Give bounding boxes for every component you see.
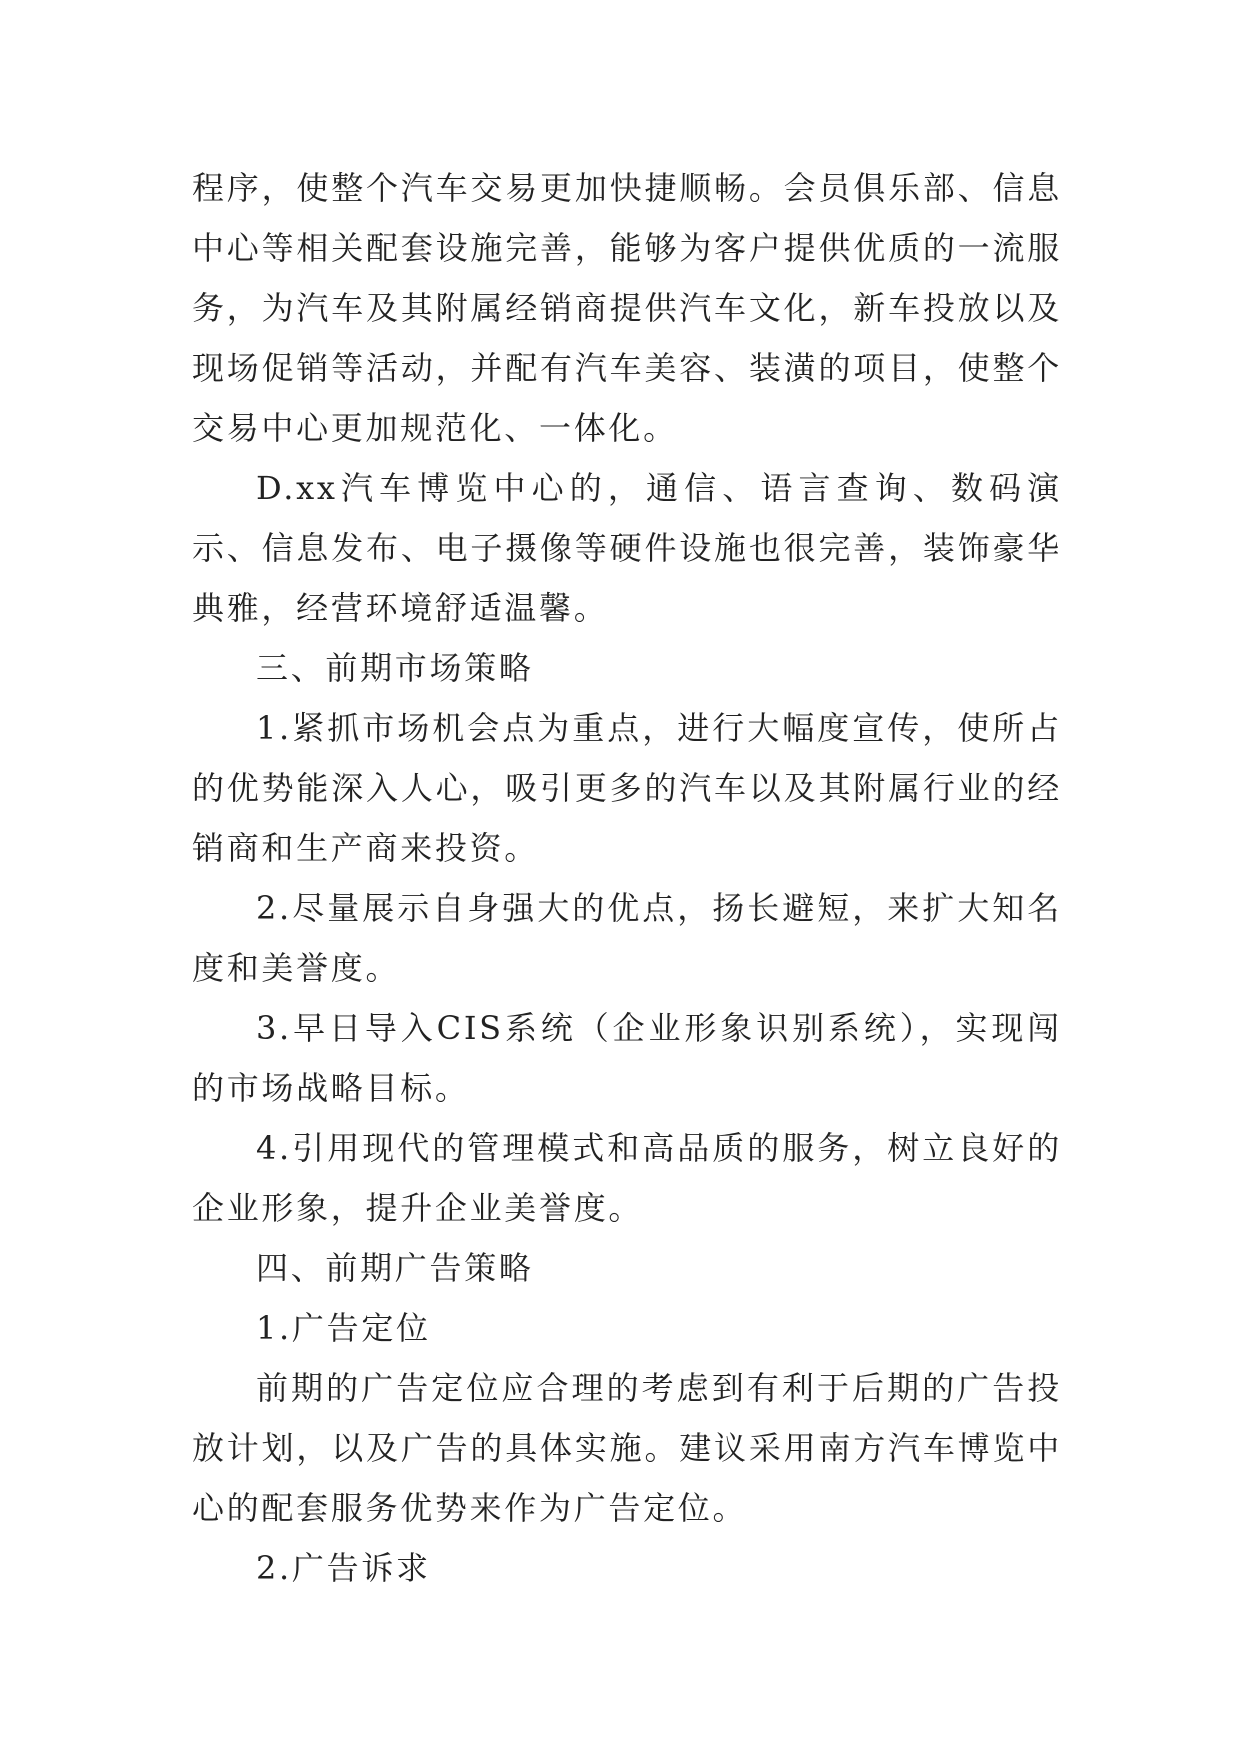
section-heading: 四、前期广告策略 [256,1249,534,1287]
section-heading: 三、前期市场策略 [256,649,534,687]
list-item: 3.早日导入CIS系统（企业形象识别系统），实现闯的市场战略目标。 [192,1009,1062,1107]
subsection-heading: 1.广告定位 [256,1309,431,1347]
list-item: 4.引用现代的管理模式和高品质的服务，树立良好的企业形象，提升企业美誉度。 [192,1129,1062,1227]
list-item: 1.紧抓市场机会点为重点，进行大幅度宣传，使所占的优势能深入人心，吸引更多的汽车以及其附属行业的经销商和生产商来投资。 [192,709,1062,867]
body-paragraph: 程序，使整个汽车交易更加快捷顺畅。会员俱乐部、信息中心等相关配套设施完善，能够为客户提供优质的一流服务，为汽车及其附属经销商提供汽车文化，新车投放以及现场促销等活动，并配有汽车美容、装潢的项目，使整个交易中心更加规范化、一体化。 [192,169,1062,447]
subsection-heading: 2.广告诉求 [256,1549,431,1587]
list-item: 2.尽量展示自身强大的优点，扬长避短，来扩大知名度和美誉度。 [192,889,1062,987]
document-page [192,158,1062,1598]
body-paragraph: D.xx汽车博览中心的，通信、语言查询、数码演示、信息发布、电子摄像等硬件设施也很完善，装饰豪华典雅，经营环境舒适温馨。 [192,469,1062,627]
body-paragraph: 前期的广告定位应合理的考虑到有利于后期的广告投放计划，以及广告的具体实施。建议采用南方汽车博览中心的配套服务优势来作为广告定位。 [192,1369,1062,1527]
